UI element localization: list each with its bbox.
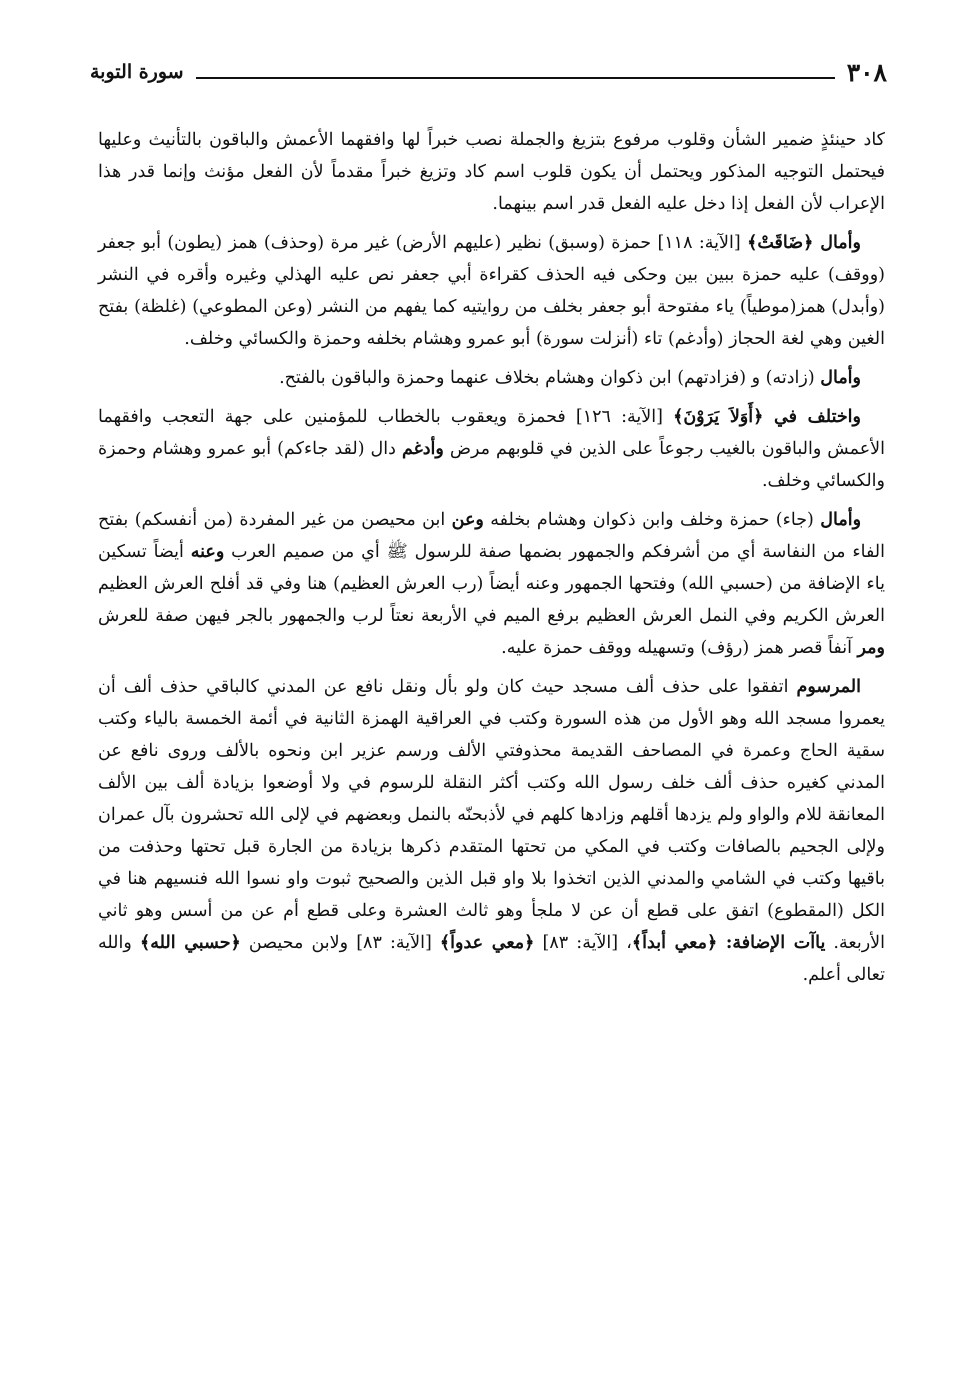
paragraph-6 <box>98 671 885 991</box>
bold-text-run: ﴿ضَاقَتْ﴾ <box>747 233 814 253</box>
bold-text-run: وعن <box>451 510 484 530</box>
page-header <box>90 52 887 92</box>
paragraph-4 <box>98 401 885 497</box>
paragraph-5 <box>98 504 885 664</box>
bold-text-run: وأمال <box>820 510 862 530</box>
bold-text-run: المرسوم <box>796 677 861 697</box>
bold-text-run: وأمال <box>820 368 861 388</box>
page-number: ٣٠٨ <box>846 57 887 87</box>
paragraph-2 <box>98 227 885 355</box>
bold-text-run: ومر <box>857 638 885 658</box>
text-run: أيضاً تسكين ياء الإضافة من (حسبي الله) وفتحها الجمهور وعنه أيضاً (رب العرش العظيم) هنا وفي قد أفلح العرش العظيم العرش الكريم وفي النمل العرش العظيم برفع الميم في الأربعة نعتاً لرب والجمهور بالجر فيهن صفة للعرش <box>98 542 885 626</box>
bold-text-run: ﴿أَوَلاَ يَرَوْنَ﴾ <box>673 407 764 427</box>
text-run: اتفقوا على حذف ألف مسجد حيث كان ولو بأل ونقل نافع عن المدني كالباقي حذف ألف أن يعمروا مسجد الله وهو الأول من هذه السورة وكتب في العراقية الهمزة الثانية في أئمة الخمسة بالياء وكتب سقية الحاج وعمرة في المصاحف القديمة محذوفتي الألف ورسم عزير ابن ونحوه بالألف وروى نافع عن المدني كغيره حذف ألف خلف رسول الله وكتب أكثر النقلة للرسوم في ولا أوضعوا بزيادة ألف بين الألف المعانقة للام والواو ولم يزدها أقلهم وزادها كلهم في لأذبحنّه بالنمل وبعضهم في لإلى الله تحشرون بآل عمران ولإلى الجحيم بالصافات وكتب في المكي من تحتها المتقدم ذكرها بزيادة من الجارة قبل تحتها وحذفت من باقيها وكتب في الشامي والمدني الذين اتخذوا بلا واو قبل الذين والصحيح ثبوت واو نسوا الله فنسيهم هنا في الكل (المقطوع) اتفق على قطع أن عن لا ملجأ وهو ثالث العشرة وعلى قطع أم عن من أسس وهو ثاني الأربعة. <box>98 677 885 953</box>
header-rule <box>196 77 835 79</box>
bold-text-run: وعنه <box>190 542 225 562</box>
text-run: دال (لقد جاءكم) أبو عمرو وهشام وحمزة والكسائي وخلف. <box>98 439 885 491</box>
text-run: [الآية: ١١٨] حمزة (وسبق) نظير (عليهم الأرض) غير مرة (وحذف) همز (يطون) أبو جعفر (ووقف) عليه حمزة ببين بين وحكى فيه الحذف كقراءة أبي جعفر نص عليه الهذلي وغيره وأقره في النشر (وأبدل) همز(موطياً) ياء مفتوحة أبو جعفر بخلف من روايتيه كما يفهم من النشر (وعن المطوعي) (غلظة) بفتح الغين وهي لغة الحجاز (وأدغم) تاء (أنزلت سورة) أبو عمرو وهشام بخلفه وحمزة والكسائي وخلف. <box>98 233 885 349</box>
bold-text-run: وأمال <box>813 233 861 253</box>
text-run: (جاء) حمزة وخلف وابن ذكوان وهشام بخلفه <box>483 510 821 530</box>
bold-text-run: ﴿معي أبداً﴾ <box>631 933 718 953</box>
paragraph-3 <box>98 362 885 394</box>
bold-text-run: ياآت الإضافة: <box>717 933 826 953</box>
text-run: [الآية: ٨٣] ولابن محيصن <box>240 933 440 953</box>
text-run: [الآية: ١٢٦] فحمزة ويعقوب بالخطاب للمؤمنين على جهة التعجب وافقهما الأعمش والباقون بالغيب رجوعاً على الذين في قلوبهم مرض <box>98 407 885 459</box>
text-run: (زادته) و (فزادتهم) ابن ذكوان وهشام بخلاف عنهما وحمزة والباقون بالفتح. <box>279 368 821 388</box>
surah-title: سورة التوبة <box>90 61 184 83</box>
text-run: كاد حينئذٍ ضمير الشأن وقلوب مرفوع بتزيغ والجملة نصب خبراً لها وافقهما الأعمش والباقون بالتأنيث وعليها فيحتمل التوجيه المذكور ويحتمل أن يكون قلوب اسم كاد وتزيغ خبراً مقدماً لأن الفعل مؤنث وإنما قدر هذا الإعراب لأن الفعل إذا دخل عليه الفعل قدر اسم بينهما. <box>98 130 885 214</box>
text-run: ، [الآية: ٨٣] <box>534 933 632 953</box>
body-text <box>98 124 885 998</box>
text-run: والله تعالى أعلم. <box>98 933 885 985</box>
bold-text-run: وأدغم <box>401 439 444 459</box>
paragraph-1 <box>98 124 885 220</box>
bold-text-run: واختلف في <box>763 407 861 427</box>
text-run: ابن محيصن من غير المفردة (من أنفسكم) بفتح الفاء من النفاسة أي من أشرفكم والجمهور بضمها صفة للرسول ﷺ أي من صميم العرب <box>98 510 885 562</box>
bold-text-run: ﴿حسبي الله﴾ <box>139 933 241 953</box>
bold-text-run: ﴿معي عدواً﴾ <box>439 933 535 953</box>
text-run: آنفاً قصر همز (رؤف) وتسهيله ووقف حمزة عليه. <box>501 638 858 658</box>
